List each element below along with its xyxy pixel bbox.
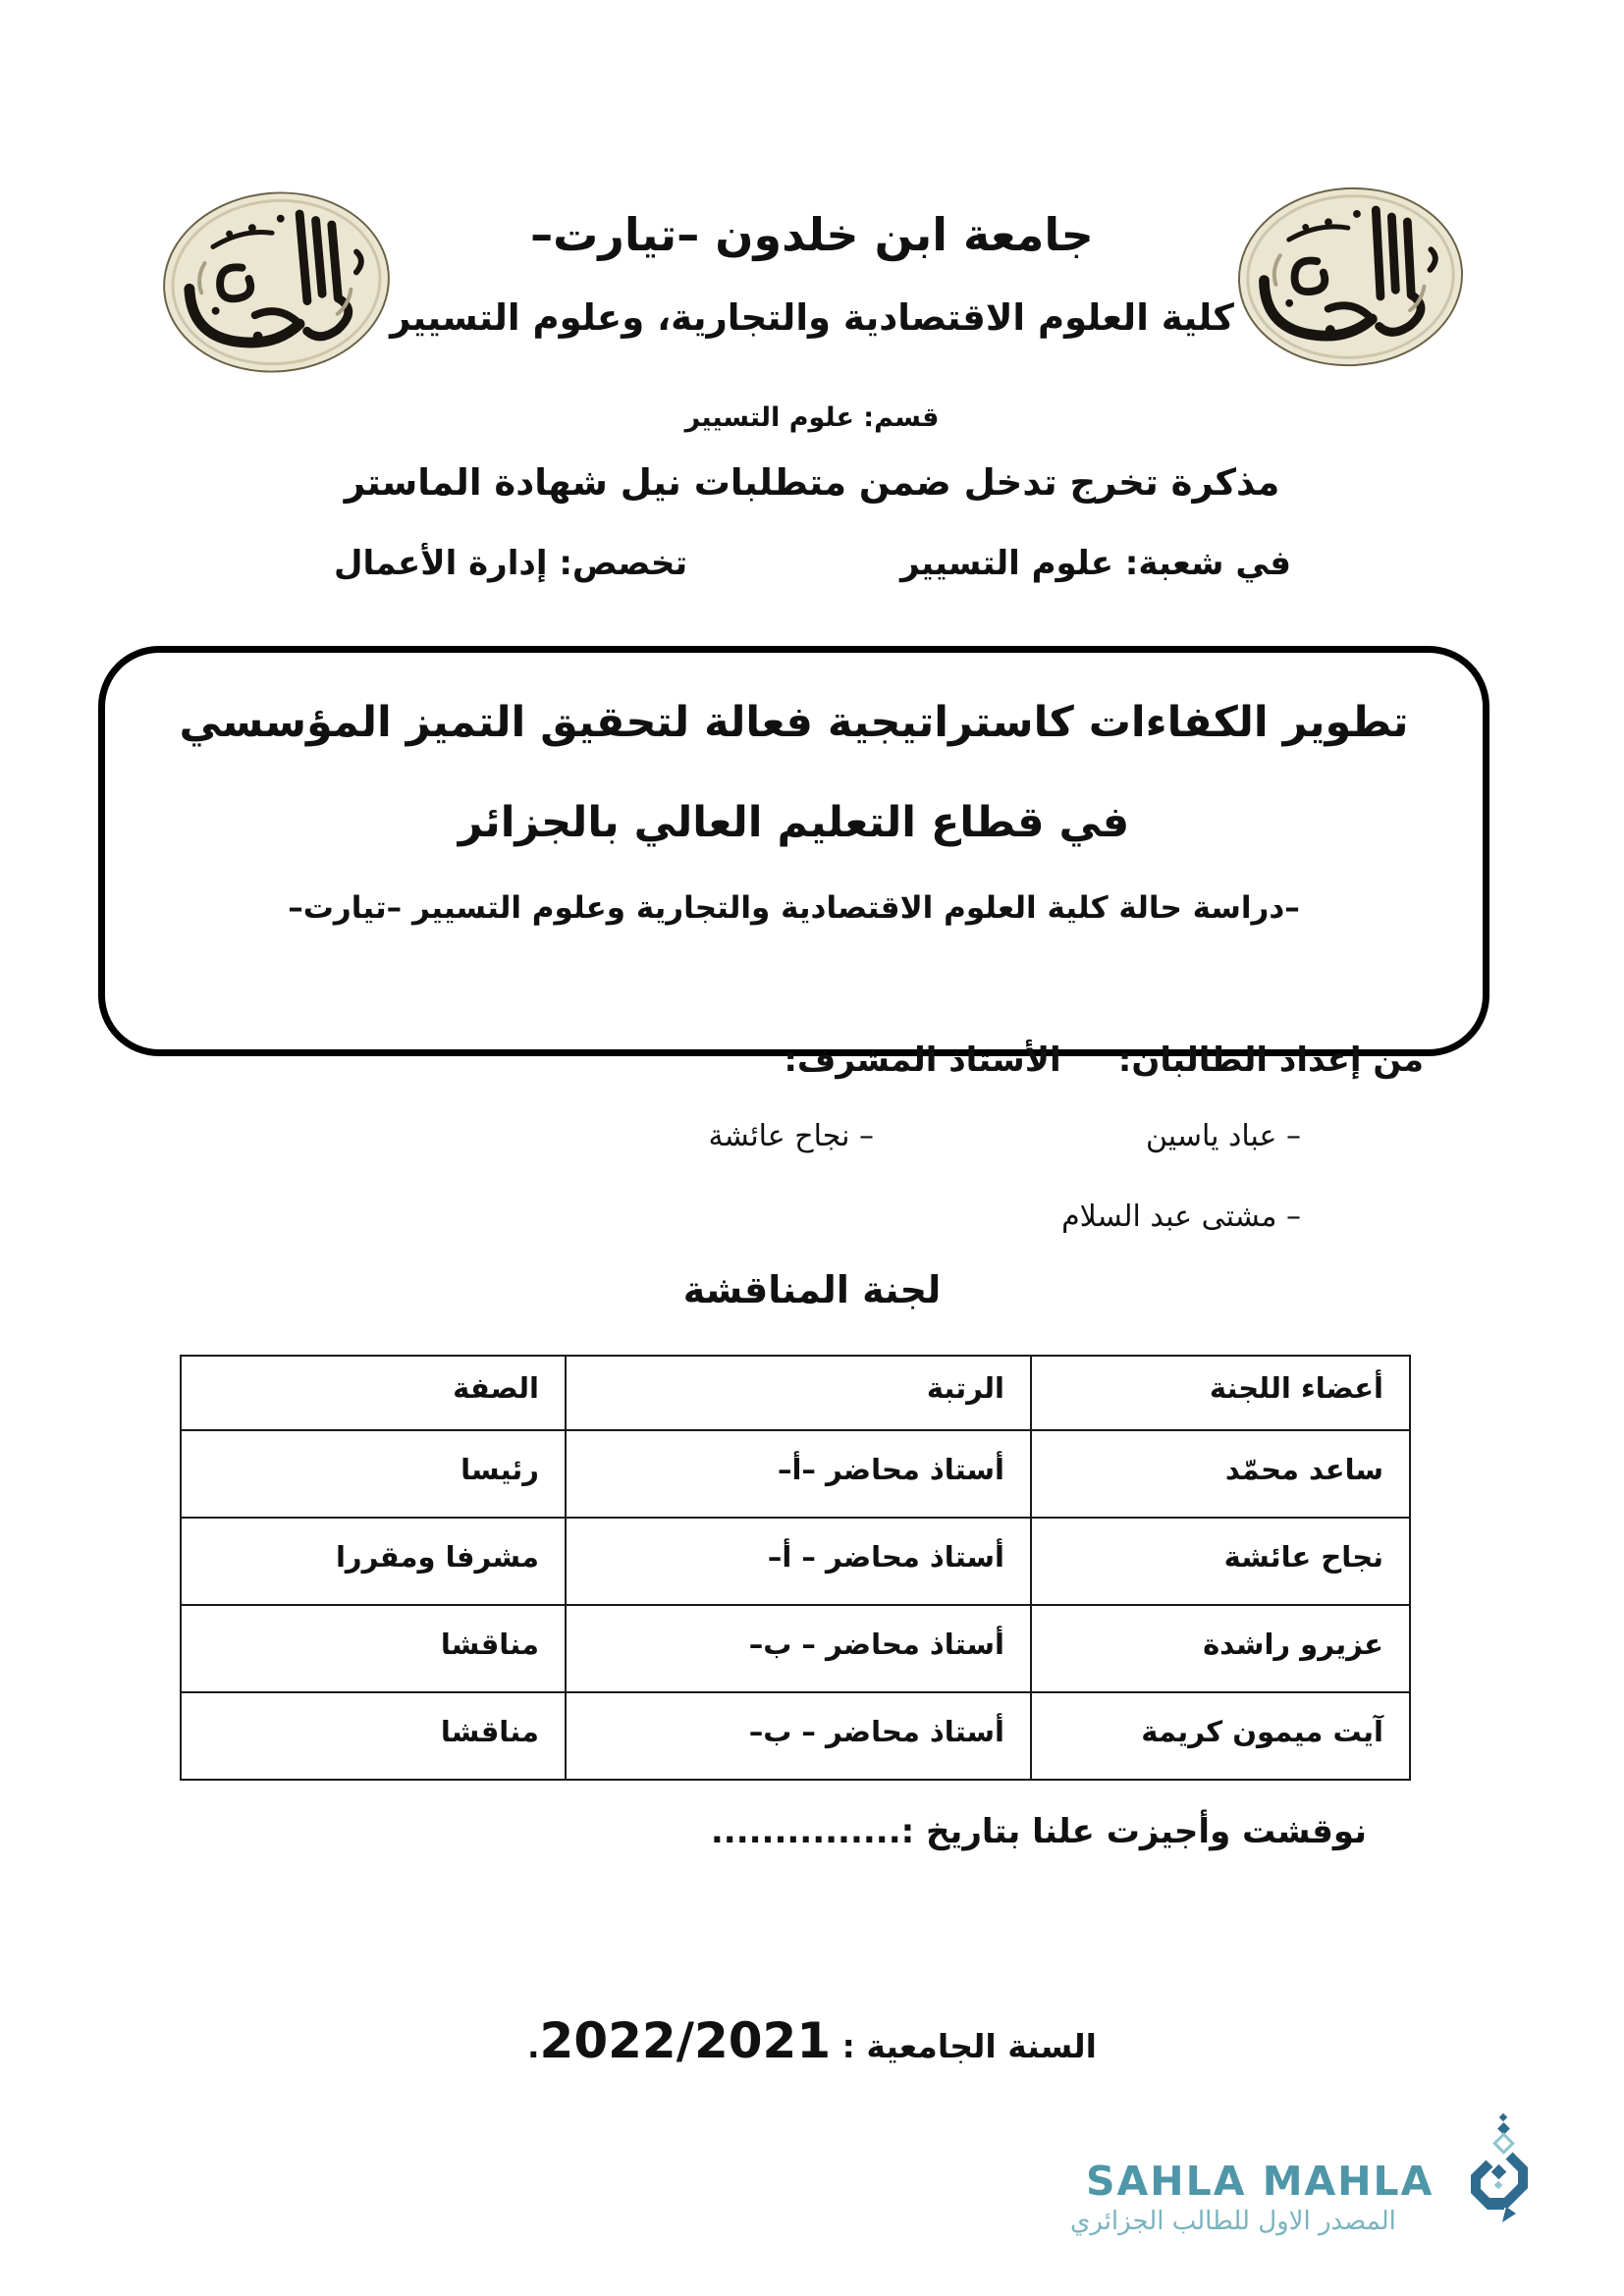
defense-date-line: نوقشت وأجيزت علنا بتاريخ :............... bbox=[710, 1812, 1367, 1851]
academic-year-label: السنة الجامعية : bbox=[831, 2027, 1097, 2065]
table-row bbox=[181, 1430, 1410, 1518]
member-role: مشرفا ومقررا bbox=[181, 1518, 566, 1605]
member-rank: أستاذ محاضر – ب– bbox=[566, 1692, 1031, 1780]
member-name: ساعد محمّد bbox=[1031, 1430, 1410, 1518]
academic-year-line bbox=[0, 2012, 1624, 2069]
column-header-rank: الرتبة bbox=[566, 1356, 1031, 1430]
committee-heading: لجنة المناقشة bbox=[682, 1268, 942, 1311]
thesis-title-line2: في قطاع التعليم العالي بالجزائر bbox=[458, 798, 1130, 847]
member-role: رئيسا bbox=[181, 1430, 566, 1518]
column-header-members: أعضاء اللجنة bbox=[1031, 1356, 1410, 1430]
supervisor-label: الأستاذ المشرف: bbox=[784, 1041, 1061, 1080]
thesis-case-study-subtitle: –دراسة حالة كلية العلوم الاقتصادية والتجارية وعلوم التسيير –تيارت– bbox=[288, 890, 1300, 926]
academic-year-period: . bbox=[527, 2027, 540, 2065]
member-rank: أستاذ محاضر – ب– bbox=[566, 1605, 1031, 1692]
member-rank: أستاذ محاضر – أ– bbox=[566, 1518, 1031, 1605]
branch-label: في شعبة: علوم التسيير bbox=[899, 544, 1291, 583]
table-row bbox=[181, 1518, 1410, 1605]
sahla-mahla-logo-text: SAHLA MAHLA bbox=[1086, 2158, 1435, 2205]
specialty-label: تخصص: إدارة الأعمال bbox=[334, 544, 688, 583]
supervisor-name: – نجاح عائشة bbox=[708, 1119, 874, 1153]
member-role: مناقشا bbox=[181, 1605, 566, 1692]
students-label: من إعداد الطالبان: bbox=[1117, 1041, 1424, 1080]
committee-table bbox=[180, 1355, 1411, 1781]
student-name-2: – مشتى عبد السلام bbox=[1061, 1200, 1301, 1234]
faculty-name: كلية العلوم الاقتصادية والتجارية، وعلوم التسيير bbox=[390, 296, 1234, 339]
department-line: قسم: علوم التسيير bbox=[684, 402, 940, 433]
branch-specialty-row bbox=[334, 544, 1291, 583]
table-header-row bbox=[181, 1356, 1410, 1430]
academic-year-value: 2022/2021 bbox=[539, 2012, 832, 2069]
university-name: جامعة ابن خلدون –تيارت– bbox=[530, 208, 1094, 261]
member-rank: أستاذ محاضر –أ– bbox=[566, 1430, 1031, 1518]
memoir-type-line: مذكرة تخرج تدخل ضمن متطلبات نيل شهادة الماستر bbox=[344, 461, 1280, 504]
thesis-title-box bbox=[98, 646, 1489, 1056]
sahla-mahla-tagline: المصدر الاول للطالب الجزائري bbox=[1070, 2207, 1396, 2236]
member-name: عزيرو راشدة bbox=[1031, 1605, 1410, 1692]
preparation-header-row bbox=[784, 1041, 1424, 1080]
column-header-role: الصفة bbox=[181, 1356, 566, 1430]
member-name: نجاح عائشة bbox=[1031, 1518, 1410, 1605]
student-name-1: – عباد ياسين bbox=[1145, 1119, 1301, 1153]
member-name: آيت ميمون كريمة bbox=[1031, 1692, 1410, 1780]
thesis-title-line1: تطوير الكفاءات كاستراتيجية فعالة لتحقيق التميز المؤسسي bbox=[179, 698, 1409, 747]
table-row bbox=[181, 1692, 1410, 1780]
member-role: مناقشا bbox=[181, 1692, 566, 1780]
sahla-mahla-mark-icon bbox=[1463, 2112, 1532, 2225]
table-row bbox=[181, 1605, 1410, 1692]
